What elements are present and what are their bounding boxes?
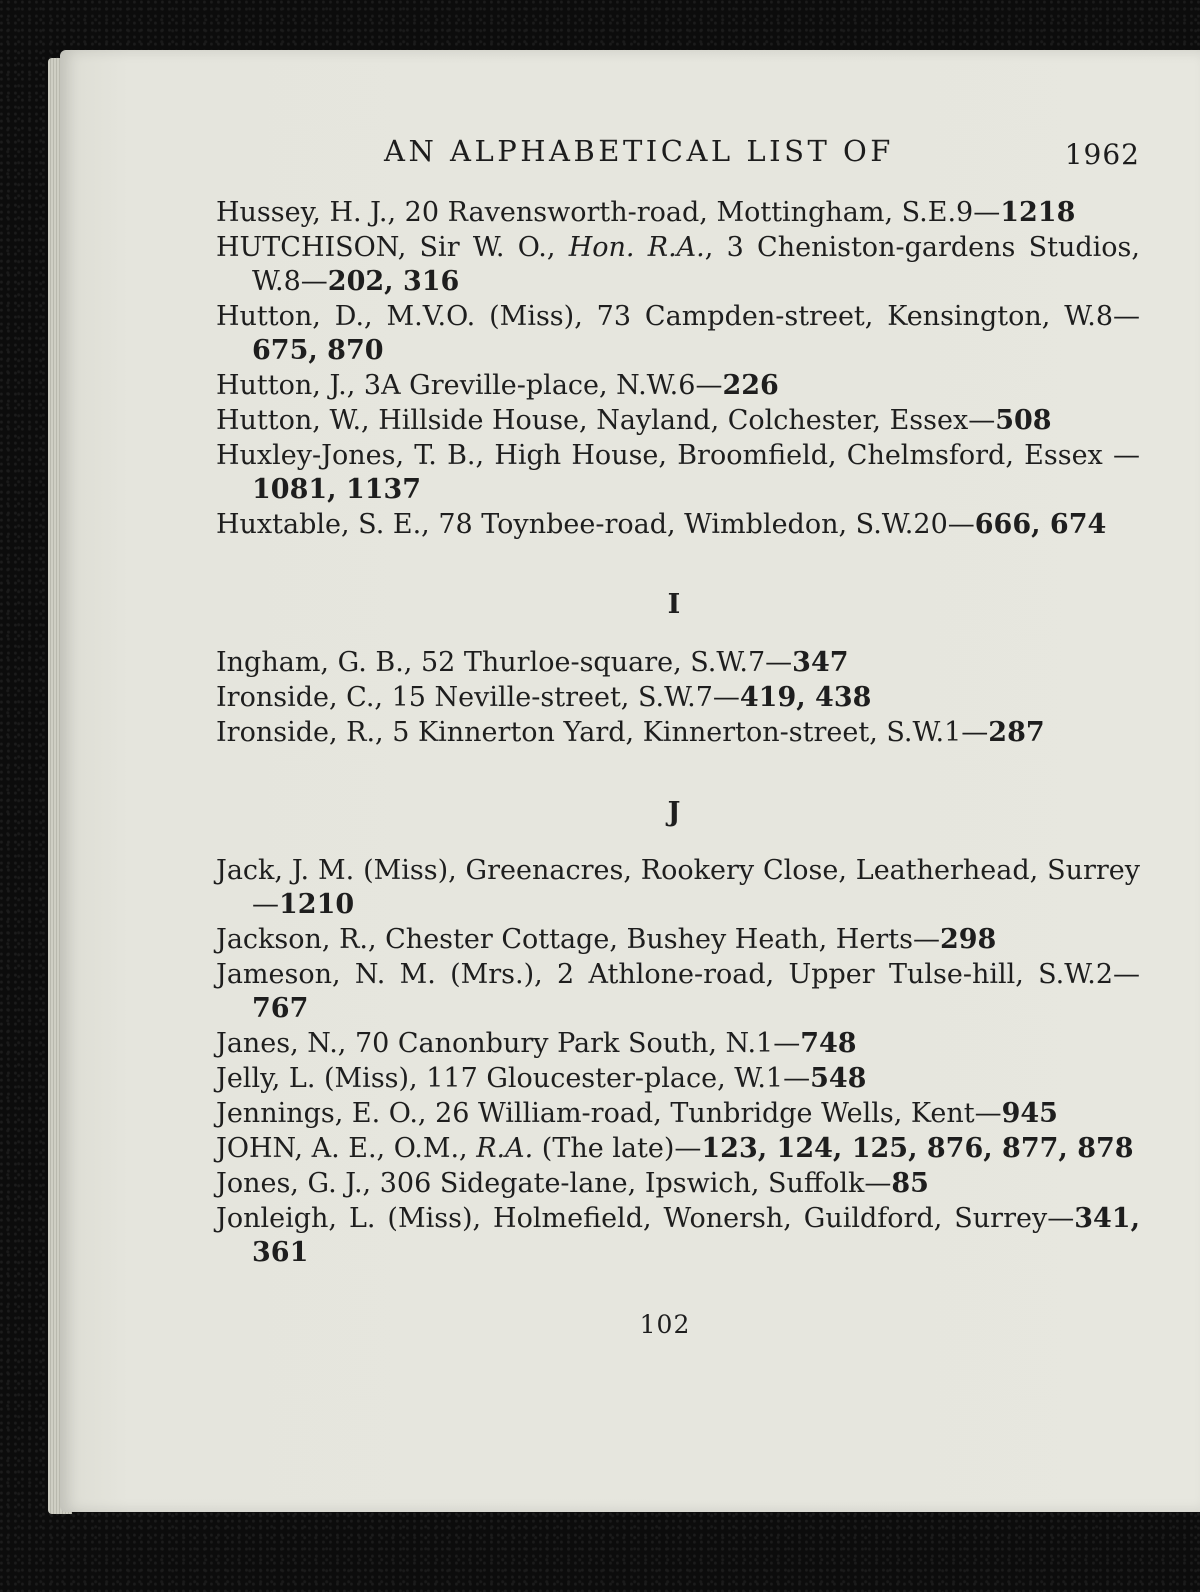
list-entry	[216, 300, 1140, 368]
section-letter-i: I	[667, 589, 681, 620]
list-entry	[216, 958, 1140, 1026]
directory-list	[216, 196, 1140, 1271]
entry-numbers: 202, 316	[327, 266, 460, 297]
list-entry	[216, 508, 1140, 542]
entry-text: Jonleigh, L. (Miss), Holmefield, Wonersh, Guildford, Surrey—	[216, 1203, 1075, 1234]
page-number: 102	[639, 1310, 691, 1339]
list-entry	[216, 369, 1140, 403]
entry-text: Ironside, R., 5 Kinnerton Yard, Kinnerton-street, S.W.1—	[216, 717, 989, 748]
entry-text: Hutton, W., Hillside House, Nayland, Colchester, Essex—	[216, 405, 996, 436]
entry-numbers: 298	[939, 924, 997, 955]
entry-text: Jennings, E. O., 26 William-road, Tunbridge Wells, Kent—	[216, 1098, 1002, 1129]
entry-numbers: 1210	[279, 889, 355, 920]
entry-honorific: R.A.	[476, 1133, 534, 1164]
entry-text: Jelly, L. (Miss), 117 Gloucester-place, W.1—	[216, 1063, 811, 1094]
list-entry	[216, 1062, 1140, 1096]
list-entry	[216, 1097, 1140, 1131]
entry-address: , 3 Cheniston-gardens Studios, W.8—	[252, 232, 1140, 297]
entry-numbers: 287	[988, 717, 1045, 748]
section-letter-j: J	[667, 797, 681, 828]
list-entry	[216, 854, 1140, 922]
entry-text: Jones, G. J., 306 Sidegate-lane, Ipswich, Suffolk—	[216, 1168, 892, 1199]
list-entry	[216, 1027, 1140, 1061]
entry-text: Jackson, R., Chester Cottage, Bushey Heath, Herts—	[216, 924, 940, 955]
entry-text: Jameson, N. M. (Mrs.), 2 Athlone-road, Upper Tulse-hill, S.W.2—	[216, 959, 1140, 990]
entry-text: Hutton, D., M.V.O. (Miss), 73 Campden-street, Kensington, W.8—	[216, 301, 1140, 332]
list-entry	[216, 404, 1140, 438]
entry-numbers: 341, 361	[252, 1203, 1140, 1268]
entry-text: Huxtable, S. E., 78 Toynbee-road, Wimbledon, S.W.20—	[216, 509, 975, 540]
list-entry	[216, 231, 1140, 299]
entry-numbers: 675, 870	[252, 335, 384, 366]
list-entry	[216, 646, 1140, 680]
entry-numbers: 748	[800, 1028, 857, 1059]
entry-numbers: 419, 438	[739, 682, 872, 713]
list-entry	[216, 716, 1140, 750]
entry-numbers: 123, 124, 125, 876, 877, 878	[701, 1133, 1134, 1164]
entry-numbers: 508	[995, 405, 1052, 436]
entry-numbers: 666, 674	[974, 509, 1107, 540]
entry-text: Jack, J. M. (Miss), Greenacres, Rookery Close, Leatherhead, Surrey—	[216, 855, 1140, 920]
entry-text: Ingham, G. B., 52 Thurloe-square, S.W.7—	[216, 647, 793, 678]
entry-text: Ironside, C., 15 Neville-street, S.W.7—	[216, 682, 740, 713]
entry-note: (The late)—	[533, 1133, 702, 1164]
entry-numbers: 347	[792, 647, 849, 678]
list-entry	[216, 923, 1140, 957]
header-year: 1962	[1064, 138, 1140, 171]
entry-numbers: 85	[891, 1168, 929, 1199]
list-entry	[216, 1132, 1140, 1166]
list-entry	[216, 196, 1140, 230]
entry-numbers: 548	[810, 1063, 867, 1094]
list-entry	[216, 1167, 1140, 1201]
entry-text: JOHN, A. E., O.M.,	[216, 1133, 477, 1164]
entry-text: Janes, N., 70 Canonbury Park South, N.1—	[216, 1028, 801, 1059]
entry-numbers: 1081, 1137	[252, 474, 422, 505]
entry-honorific: Hon. R.A.	[568, 232, 705, 263]
list-entry	[216, 1202, 1140, 1270]
entry-text: Hutton, J., 3A Greville-place, N.W.6—	[216, 370, 723, 401]
entry-text: HUTCHISON, Sir W. O.,	[216, 232, 569, 263]
header-title: AN ALPHABETICAL LIST OF	[384, 134, 894, 168]
list-entry	[216, 681, 1140, 715]
entry-numbers: 226	[722, 370, 779, 401]
entry-numbers: 767	[252, 993, 309, 1024]
entry-numbers: 1218	[1000, 197, 1076, 228]
list-entry	[216, 439, 1140, 507]
entry-numbers: 945	[1001, 1098, 1058, 1129]
entry-text: Huxley-Jones, T. B., High House, Broomfield, Chelmsford, Essex —	[216, 440, 1140, 471]
entry-text: Hussey, H. J., 20 Ravensworth-road, Mottingham, S.E.9—	[216, 197, 1001, 228]
